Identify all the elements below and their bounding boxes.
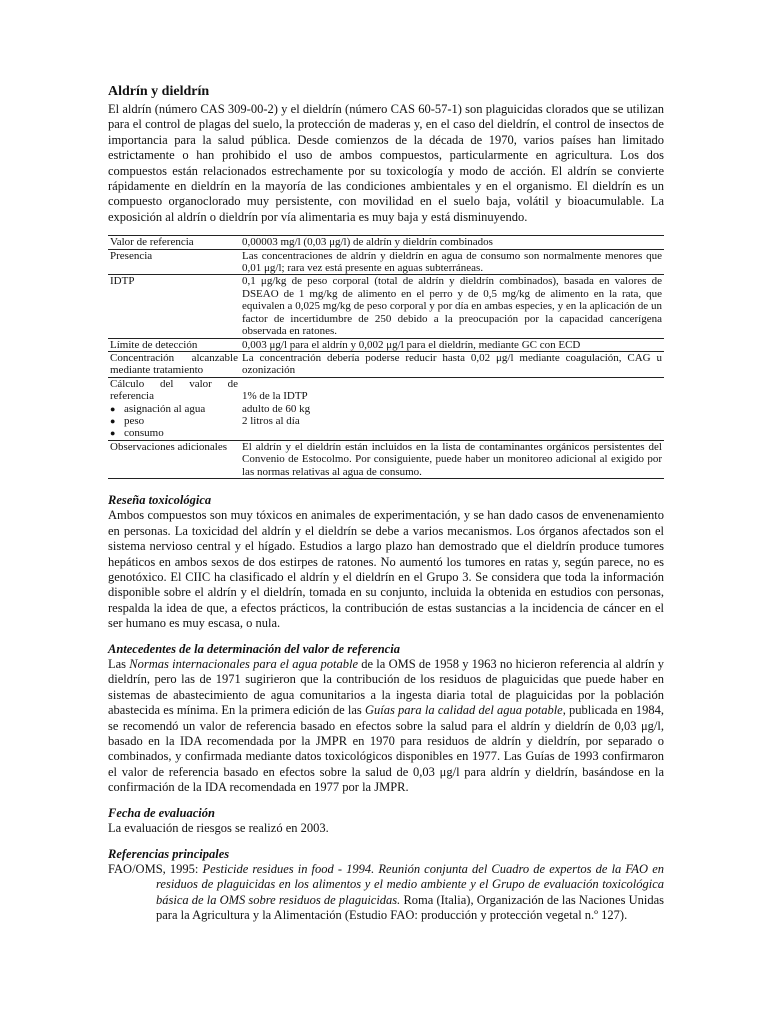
calc-label: Cálculo del valor de referencia [110,377,238,403]
row-value: Las concentraciones de aldrín y dieldrín en agua de consumo son normalmente menores que 0,01 μg/l; rara vez está presente en aguas subterráneas. [242,249,662,275]
calc-value: adulto de 60 kg [242,402,311,415]
intro-paragraph: El aldrín (número CAS 309-00-2) y el dieldrín (número CAS 60-57-1) son plaguicidas clorados que se utilizan para el control de plagas del suelo, la protección de maderas y, en el caso del dieldrín, el control de insectos de importancia para la salud pública. Desde comienzos de la década de 1970, varios países han limitado estrictamente o han prohibido el uso de ambos compuestos, particularmente en agricultura. Los dos compuestos están relacionados estrechamente por su toxicología y modo de acción. El aldrín se convierte rápidamente en dieldrín en la mayoría de las condiciones ambientales y en el organismo. El dieldrín es un compuesto organoclorado muy persistente, con movilidad en el suelo baja, volátil y bioacumulable. La exposición al aldrín o dieldrín por vía alimentaria es muy baja y está disminuyendo. [108,102,664,224]
table-row [108,236,664,249]
bullet-item [110,415,238,427]
row-value: 0,1 μg/kg de peso corporal (total de aldrín y dieldrín combinados), basada en valores de DSEAO de 1 mg/kg de alimento en el perro y de 0,5 mg/kg de alimento en la rata, que equivalen a 0,025 mg/kg de peso corporal y por día en ambas especies, y en la aplicación de un factor de incertidumbre de 250 debido a la preocupación por la capacidad cancerígena observada en ratones. [242,275,662,338]
tox-paragraph: Ambos compuestos son muy tóxicos en animales de experimentación, y se han dado casos de envenenamiento en personas. La toxicidad del aldrín y el dieldrín se debe a varios mecanismos. Los órganos afectados son el sistema nervioso central y el hígado. Estudios a largo plazo han demostrado que el dieldrín produce tumores hepáticos en ambos sexos de dos estirpes de ratones. No aumentó los tumores en ratas y, según parece, no es genotóxico. El CIIC ha clasificado el aldrín y el dieldrín en el Grupo 3. Se considera que toda la información disponible sobre el aldrín y el dieldrín, tomada en su conjunto, incluida la obtenida en estudios con personas, respalda la idea de que, a efectos prácticos, la contribución de estas sustancias a la incidencia de cáncer en el ser humano es muy escasa, o nula. [108,508,664,631]
references-heading: Referencias principales [108,846,230,861]
bullet-text: asignación al agua [124,402,206,415]
references-section [108,847,664,924]
row-label: Límite de detección [108,338,240,351]
history-italic-title: Guías para la calidad del agua potable [364,703,563,718]
table-row [108,275,664,338]
row-value: La concentración debería poderse reducir hasta 0,02 μg/l mediante coagulación, CAG u ozonización [242,351,662,377]
table-row [108,440,664,478]
calc-value: 2 litros al día [242,414,300,427]
bullet-text: peso [124,414,145,427]
table-row [108,249,664,275]
row-label: Observaciones adicionales [108,440,240,478]
table-row [108,338,664,351]
history-paragraph: Las Normas internacionales para el agua potable de la OMS de 1958 y 1963 no hicieron referencia al aldrín y dieldrín, pero las de 1971 sugirieron que la contribución de los residuos de plaguicidas que puede haber en sistemas de abastecimiento de agua comunitarios a la ingesta diaria total de plaguicidas por la población abastecida es mínima. En la primera edición de las Guías para la calidad del agua potable, publicada en 1984, se recomendó un valor de referencia basado en efectos sobre la salud para el aldrín y dieldrín de 0,03 μg/l, basado en la IDA recomendada por la JMPR en 1970 para residuos de aldrín y dieldrín, por separado o combinados, y confirmada mediante datos toxicológicos disponibles en 1977. Las Guías de 1993 confirmaron el valor de referencia basado en efectos sobre la salud de 0,03 μg/l para aldrín y dieldrín, basándose en la confirmación de la IDA recomendada en 1977 por la JMPR. [108,657,665,795]
tox-section [108,493,664,632]
reference-italic-title: Pesticide residues in food - 1994. Reunión conjunta del Cuadro de expertos de la FAO en residuos de plaguicidas en los alimentos y el medio ambiente y el Grupo de evaluación toxicológica básica de la OMS sobre residuos de plaguicidas. [156,861,664,907]
row-label: Valor de referencia [108,236,240,249]
reference-table [108,235,664,479]
bullet-item [110,403,238,415]
tox-heading: Reseña toxicológica [108,492,212,507]
row-value: El aldrín y el dieldrín están incluidos en la lista de contaminantes orgánicos persistentes del Convenio de Estocolmo. Por consiguiente, puede haber un monitoreo adicional al exigido por las normas relativas al agua de consumo. [242,440,662,478]
bullet-text: consumo [124,427,164,440]
row-value: 0,003 μg/l para el aldrín y 0,002 μg/l para el dieldrín, mediante GC con ECD [240,338,664,351]
row-label: Presencia [108,249,240,275]
row-label: IDTP [108,275,240,338]
assessment-paragraph: La evaluación de riesgos se realizó en 2003. [108,821,329,836]
row-label-calc [108,377,240,440]
history-italic-title: Normas internacionales para el agua potable [129,657,359,672]
history-section [108,642,664,796]
row-value-calc [240,377,664,440]
bullet-item [110,427,238,439]
page-title: Aldrín y dieldrín [108,84,210,99]
row-value: 0,00003 mg/l (0,03 μg/l) de aldrín y dieldrín combinados [240,236,664,249]
bullet-icon: ● [110,403,116,414]
bullet-icon: ● [110,428,116,439]
row-label: Concentración alcanzable mediante tratamiento [110,351,238,377]
assessment-heading: Fecha de evaluación [108,805,215,820]
table-row [108,377,664,440]
calc-spacer [242,378,662,390]
assessment-section [108,806,664,837]
bullet-icon: ● [110,415,116,426]
reference-entry: FAO/OMS, 1995: Pesticide residues in food - 1994. Reunión conjunta del Cuadro de expertos de la FAO en residuos de plaguicidas en los alimentos y el medio ambiente y el Grupo de evaluación toxicológica básica de la OMS sobre residuos de plaguicidas. Roma (Italia), Organización de las Naciones Unidas para la Agricultura y la Alimentación (Estudio FAO: producción y protección vegetal n.º 127). [108,861,664,923]
calc-value: 1% de la IDTP [242,390,308,403]
history-heading: Antecedentes de la determinación del valor de referencia [108,641,400,656]
table-row [108,351,664,377]
document-content [108,84,664,934]
